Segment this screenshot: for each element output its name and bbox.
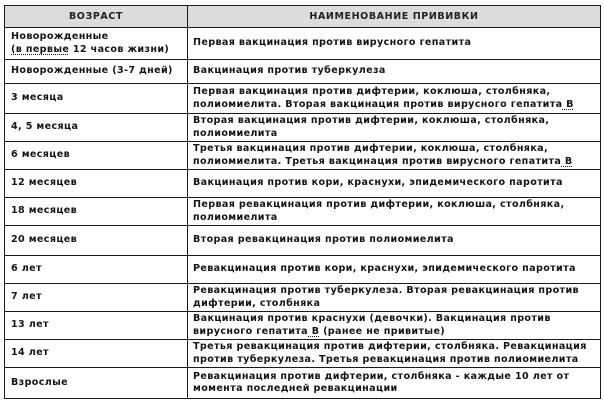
vaccine-cell	[188, 84, 601, 114]
vaccine-cell: Вторая ревакцинация против полиомиелита	[188, 226, 601, 256]
age-cell: 13 лет	[5, 312, 188, 340]
table-row	[5, 284, 601, 312]
table-row	[5, 340, 601, 368]
vaccine-cell	[188, 312, 601, 340]
table-row	[5, 84, 601, 114]
age-cell: Взрослые	[5, 368, 188, 399]
header-vaccine-name: НАИМЕНОВАНИЕ ПРИВИВКИ	[188, 6, 601, 28]
age-text: Новорожденные	[11, 31, 109, 42]
table-row	[5, 198, 601, 226]
age-cell	[5, 28, 188, 60]
table-header-row	[5, 6, 601, 28]
age-link[interactable]: (в первые	[11, 43, 70, 55]
age-cell: 7 лет	[5, 284, 188, 312]
vaccine-cell: Первая ревакцинация против дифтерии, коклюша, столбняка, полиомиелита	[188, 198, 601, 226]
age-subtext	[11, 44, 182, 57]
vaccination-schedule-table	[4, 5, 601, 399]
table-row	[5, 114, 601, 142]
vaccine-text: Первая вакцинация против дифтерии, коклюша, столбняка, полиомиелита. Вторая вакцинация против вирусного гепатита	[193, 86, 563, 110]
table-row	[5, 142, 601, 170]
vaccine-cell	[188, 142, 601, 170]
header-age: ВОЗРАСТ	[5, 6, 188, 28]
vaccine-cell: Ревакцинация против дифтерии, столбняка - каждые 10 лет от момента последней ревакцинации	[188, 368, 601, 399]
age-cell: 18 месяцев	[5, 198, 188, 226]
age-cell: 6 лет	[5, 256, 188, 284]
vaccine-text: Третья вакцинация против дифтерии, коклюша, столбняка, полиомиелита. Третья вакцинация против вирусного гепатита	[193, 143, 562, 167]
age-cell: 14 лет	[5, 340, 188, 368]
table-row	[5, 60, 601, 84]
age-cell: 20 месяцев	[5, 226, 188, 256]
vaccine-text-tail: (ранее не привитые)	[319, 325, 446, 337]
table-row	[5, 368, 601, 399]
age-cell: 6 месяцев	[5, 142, 188, 170]
age-cell: Новорожденные (3-7 дней)	[5, 60, 188, 84]
table-row	[5, 28, 601, 60]
vaccine-link[interactable]: В	[561, 155, 573, 167]
vaccine-cell: Первая вакцинация против вирусного гепатита	[188, 28, 601, 60]
table-row	[5, 170, 601, 198]
vaccine-cell: Вторая вакцинация против дифтерии, коклюша, столбняка, полиомиелита	[188, 114, 601, 142]
table-row	[5, 312, 601, 340]
vaccine-cell: Ревакцинация против кори, краснухи, эпидемического паротита	[188, 256, 601, 284]
vaccine-cell: Вакцинация против туберкулеза	[188, 60, 601, 84]
vaccine-link[interactable]: В	[308, 325, 320, 337]
age-subtext-rest: 12 часов жизни)	[69, 43, 170, 55]
vaccine-cell: Третья ревакцинация против дифтерии, столбняка. Ревакцинация против туберкулеза. Третья ревакцинация против полиомиелита	[188, 340, 601, 368]
age-cell: 3 месяца	[5, 84, 188, 114]
vaccine-cell: Ревакцинация против туберкулеза. Вторая ревакцинация против дифтерии, столбняка	[188, 284, 601, 312]
age-cell: 4, 5 месяца	[5, 114, 188, 142]
age-cell: 12 месяцев	[5, 170, 188, 198]
table-row	[5, 226, 601, 256]
vaccine-text: Вакцинация против краснухи (девочки). Вакцинация против вирусного гепатита	[193, 313, 551, 337]
vaccine-link[interactable]: В	[562, 98, 574, 110]
vaccine-cell: Вакцинация против кори, краснухи, эпидемического паротита	[188, 170, 601, 198]
table-row	[5, 256, 601, 284]
